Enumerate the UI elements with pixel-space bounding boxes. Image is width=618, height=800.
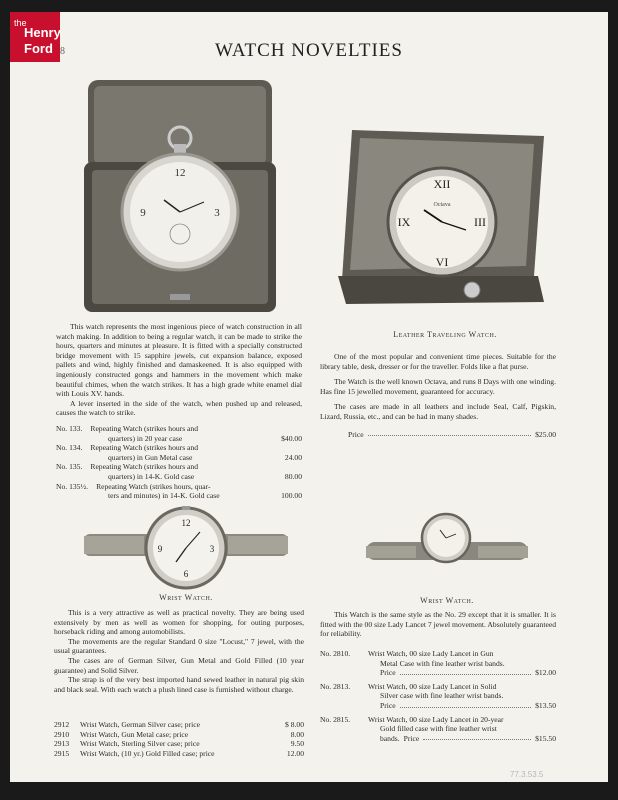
wrist-watch-left-description: [54, 608, 304, 694]
item-desc: quarters) in 14-K. Gold case: [108, 471, 195, 481]
price-list-item: [56, 424, 302, 443]
traveling-para-1: One of the most popular and convenient time pieces. Suitable for the library table, desk, dresser or for the traveller. Folds like a flat purse.: [320, 352, 556, 371]
wrist-watch-right-caption: Wrist Watch.: [420, 596, 474, 605]
item-number: No. 134.: [56, 443, 83, 453]
item-number: No. 2813.: [320, 681, 351, 691]
item-number: 2915: [54, 748, 70, 758]
logo-text-ford: Ford: [24, 41, 53, 56]
item-desc: Wrist Watch, German Silver case; price: [80, 720, 200, 729]
repeating-price-list: [56, 424, 302, 501]
traveling-para-2: The Watch is the well known Octava, and runs 8 Days with one winding. Has fine 15 jewelled movement, guaranteed for accuracy.: [320, 377, 556, 396]
item-desc: Metal Case with fine leather wrist bands.: [380, 658, 505, 668]
price-label: Price: [348, 429, 364, 439]
dial-brand-label: Octava: [433, 202, 451, 208]
logo-text-the: the: [14, 18, 27, 28]
svg-text:VI: VI: [435, 255, 449, 269]
repeating-watch-description: [56, 322, 302, 418]
svg-text:9: 9: [140, 207, 146, 219]
item-number: No. 2815.: [320, 714, 351, 724]
traveling-watch-caption: Leather Traveling Watch.: [393, 330, 497, 339]
item-desc: quarters) in 20 year case: [108, 433, 183, 443]
repeating-watch-illustration: [80, 72, 280, 322]
traveling-watch-description: [320, 352, 556, 439]
item-desc: Gold filled case with fine leather wrist: [380, 724, 497, 734]
item-desc: quarters) in Gun Metal case: [108, 452, 193, 462]
item-desc: Wrist Watch, 00 size Lady Lancet in Gun: [368, 649, 494, 658]
svg-text:XII: XII: [433, 177, 451, 191]
item-desc: Silver case with fine leather wrist bands.: [380, 691, 504, 701]
item-price: $15.50: [535, 733, 556, 743]
item-desc: ters and minutes) in 14-K. Gold case: [108, 491, 220, 501]
item-price: 12.00: [286, 748, 304, 758]
item-desc: Wrist Watch, 00 size Lady Lancet in Solid: [368, 681, 497, 691]
wrist-watch-left-caption: Wrist Watch.: [159, 593, 213, 602]
wrist-left-price-list: [54, 720, 304, 758]
item-desc: Repeating Watch (strikes hours and: [90, 443, 199, 453]
traveling-watch-illustration: [338, 126, 546, 306]
item-desc: Wrist Watch, (10 yr.) Gold Filled case; price: [80, 748, 215, 758]
wrist-watch-large-illustration: [84, 506, 288, 596]
item-price: $13.50: [535, 700, 556, 710]
price-list-item: [56, 443, 302, 462]
svg-text:12: 12: [174, 167, 186, 179]
item-price: $40.00: [281, 433, 302, 443]
price-list-item: [56, 462, 302, 481]
wrist-left-para-1: This is a very attractive as well as practical novelty. They are being used extensively by men as well as women for shopping, for outing purposes, horseback riding and among automobilists.: [54, 608, 304, 637]
price-list-item: [54, 720, 304, 730]
wrist-watch-right-description: [320, 610, 556, 639]
item-desc: bands.: [380, 733, 400, 743]
svg-text:12: 12: [181, 518, 191, 528]
wrist-right-para-1: This Watch is the same style as the No. 29 except that it is smaller. It is fitted with the 00 size Lady Lancet 7 jewel movement. Absolutely guaranteed for reliability.: [320, 610, 556, 639]
price-list-item: [320, 649, 556, 678]
wrist-watch-small-illustration: [362, 512, 532, 592]
wrist-left-para-3: The cases are of German Silver, Gun Metal and Gold Filled (10 year guarantee) and Solid Silver.: [54, 655, 304, 675]
svg-text:3: 3: [209, 544, 215, 554]
svg-text:9: 9: [157, 544, 163, 554]
item-desc: Repeating Watch (strikes hours and: [90, 462, 199, 472]
item-desc: Wrist Watch, Gun Metal case; price: [80, 729, 189, 739]
catalog-page: [10, 12, 608, 782]
price-list-item: [56, 482, 302, 501]
traveling-para-3: The cases are made in all leathers and include Seal, Calf, Pigskin, Lizard, Russia, etc., and can be had in many shades.: [320, 402, 556, 421]
wrist-left-para-2: The movements are the regular Standard 0 size "Locust," 7 jewel, with the usual guarantees.: [54, 636, 304, 656]
item-number: 2913: [54, 739, 70, 749]
henry-ford-logo: [10, 12, 60, 62]
price-label: Price: [380, 700, 396, 710]
price-list-item: [320, 715, 556, 744]
page-number: 8: [60, 46, 65, 57]
item-price: 100.00: [281, 491, 302, 501]
wrist-left-para-4: The strap is of the very best imported hand sewed leather in natural pig skin and black seal. With each watch a plush lined case is furnished without charge.: [54, 675, 304, 694]
item-price: $ 8.00: [285, 720, 304, 729]
svg-text:III: III: [474, 215, 486, 229]
item-price: 9.50: [290, 739, 304, 749]
item-price: 80.00: [284, 471, 302, 481]
item-number: No. 133.: [56, 424, 83, 433]
item-desc: Repeating Watch (strikes hours, quar-: [96, 481, 211, 491]
item-number: 2912: [54, 720, 70, 729]
item-number: No. 2810.: [320, 649, 351, 658]
item-number: No. 135½.: [56, 481, 89, 491]
price-label: Price: [403, 733, 420, 743]
svg-text:3: 3: [214, 207, 220, 219]
traveling-price: $25.00: [535, 429, 556, 439]
item-desc: Wrist Watch, 00 size Lady Lancet in 20-year: [368, 714, 504, 724]
price-label: Price: [380, 668, 396, 678]
item-price: 8.00: [290, 729, 304, 739]
repeating-para-2: A lever inserted in the side of the watch, when pushed up and released, causes the watch to strike.: [56, 398, 302, 418]
item-number: No. 135.: [56, 462, 83, 472]
svg-text:6: 6: [183, 569, 189, 579]
price-list-item: [54, 730, 304, 740]
price-list-item: [54, 749, 304, 759]
page-title: WATCH NOVELTIES: [215, 40, 403, 61]
item-price: $12.00: [535, 668, 556, 678]
pencil-catalog-number: 77.3.53.5: [510, 770, 544, 779]
repeating-para-1: This watch represents the most ingenious piece of watch construction in all watch making. In addition to being a regular watch, it can be made to strike the hours, quarters and minutes at pleasure. It is fitted with a specially constructed bridge movement with 15 sapphire jewels, cut expansion balance, exposed pallets and wind, highly finished and damaskeened. It is also equipped with ingeniously constructed gongs and hammers in the movement which make beautiful chimes, when the watch strikes. It has a high grade white enamel dial with Louis XV. hands.: [56, 322, 302, 399]
price-list-item: [54, 739, 304, 749]
price-list-item: [320, 682, 556, 711]
traveling-price-line: [320, 430, 556, 440]
item-number: 2910: [54, 729, 70, 739]
item-price: 24.00: [284, 452, 302, 462]
wrist-right-price-list: [320, 649, 556, 743]
logo-text-henry: Henry: [24, 25, 61, 40]
item-desc: Wrist Watch, Sterling Silver case; price: [80, 739, 200, 749]
svg-text:IX: IX: [397, 215, 411, 229]
item-desc: Repeating Watch (strikes hours and: [90, 424, 199, 433]
